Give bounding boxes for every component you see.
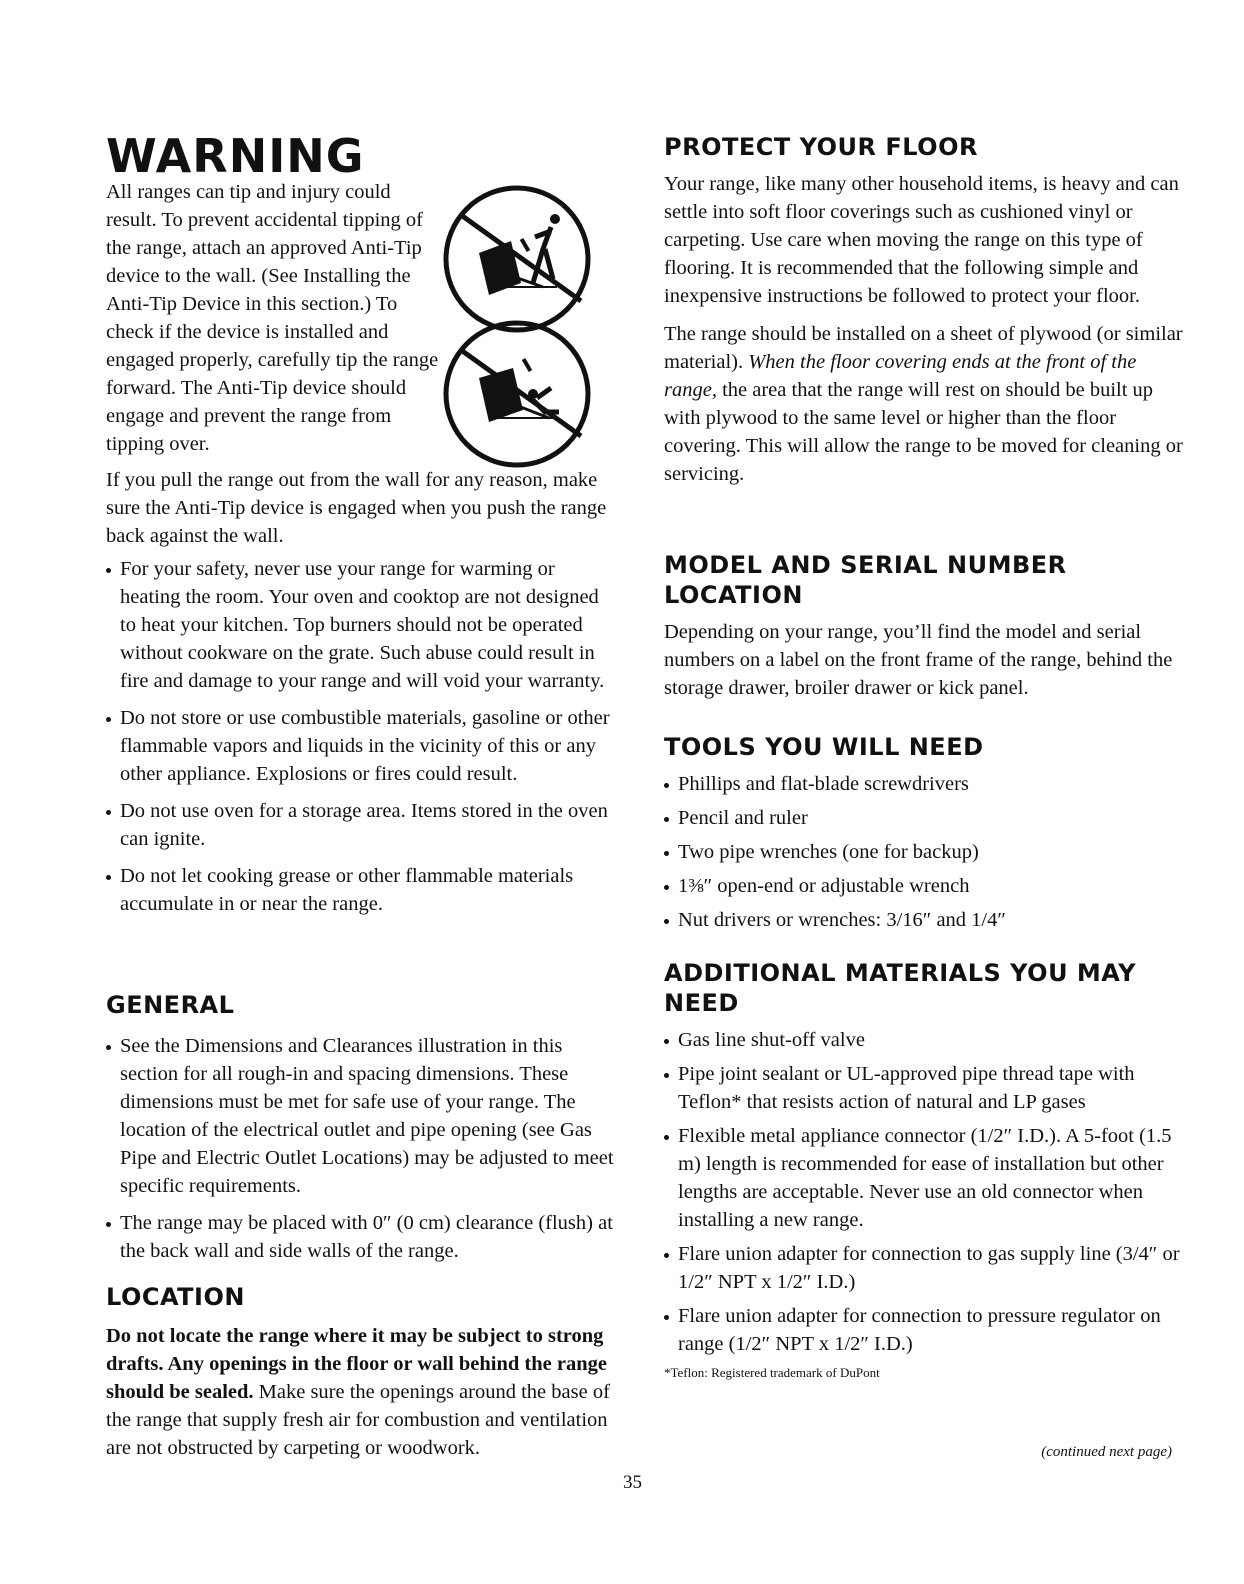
tools-list (664, 770, 1184, 934)
protect-floor-section (664, 132, 1184, 488)
materials-list (664, 1026, 1184, 1358)
general-heading: GENERAL (106, 991, 235, 1019)
page-number: 35 (623, 1472, 642, 1493)
protect-floor-p2-start: The range should be installed on a sheet of plywood (or similar material). (664, 323, 1183, 373)
location-heading: LOCATION (106, 1283, 245, 1311)
tools-item: 1⅜″ open-end or adjustable wrench (664, 872, 1184, 900)
materials-item: Flexible metal appliance connector (1/2″ I.D.). A 5-foot (1.5 m) length is recommended for ease of installation but other lengths are acceptable. Never use an old connector when installing a new range. (664, 1122, 1184, 1234)
no-standing-on-door-icon (441, 183, 593, 335)
model-serial-text: Depending on your range, you’ll find the model and serial numbers on a label on the front frame of the range, behind the storage drawer, broiler drawer or kick panel. (664, 621, 1173, 699)
materials-section (664, 958, 1184, 1382)
tools-item: Nut drivers or wrenches: 3/16″ and 1/4″ (664, 906, 1184, 934)
warning-continuation-text: If you pull the range out from the wall for any reason, make sure the Anti-Tip device is engaged when you push the range back against the wall. (106, 469, 607, 547)
tools-heading: TOOLS YOU WILL NEED (664, 733, 984, 761)
general-section (106, 990, 616, 1274)
materials-item: Gas line shut-off valve (664, 1026, 1184, 1054)
materials-item: Flare union adapter for connection to pressure regulator on range (1/2″ NPT x 1/2″ I.D.) (664, 1302, 1184, 1358)
general-bullet-list (106, 1032, 616, 1265)
materials-item: Pipe joint sealant or UL-approved pipe thread tape with Teflon* that resists action of natural and LP gases (664, 1060, 1184, 1116)
location-bold-text: Do not locate the range where it may be subject to strong drafts. Any openings in the floor or wall behind the range should be sealed. (106, 1325, 607, 1403)
location-regular-text: Make sure the openings around the base of the range that supply fresh air for combustion and ventilation are not obstructed by carpeting or woodwork. (106, 1381, 610, 1459)
warning-bullet: Do not store or use combustible materials, gasoline or other flammable vapors and liquids in the vicinity of this or any other appliance. Explosions or fires could result. (106, 704, 616, 788)
no-sitting-on-door-icon (441, 318, 593, 470)
protect-floor-p2-italic: When the floor covering ends at the front of the range, (664, 351, 1137, 401)
warning-bullet: For your safety, never use your range for warming or heating the room. Your oven and cooktop are not designed to heat your kitchen. Top burners should not be operated without cookware on the grate. Such abuse could result in fire and damage to your range and will void your warranty. (106, 555, 616, 695)
warning-heading: WARNING (106, 129, 365, 183)
warning-bullet: Do not let cooking grease or other flammable materials accumulate in or near the range. (106, 862, 616, 918)
tools-item: Phillips and flat-blade screwdrivers (664, 770, 1184, 798)
location-section (106, 1282, 626, 1462)
continued-next-page-label: (continued next page) (1041, 1444, 1172, 1460)
tools-section (664, 732, 1184, 940)
model-serial-section (664, 550, 1184, 702)
tools-item: Two pipe wrenches (one for backup) (664, 838, 1184, 866)
protect-floor-p2-end: the area that the range will rest on should be built up with plywood to the same level or higher than the floor covering. This will allow the range to be moved for cleaning or servicing. (664, 379, 1183, 485)
model-serial-heading: MODEL AND SERIAL NUMBER LOCATION (664, 551, 1067, 609)
protect-floor-heading: PROTECT YOUR FLOOR (664, 133, 978, 161)
general-bullet: See the Dimensions and Clearances illustration in this section for all rough-in and spacing dimensions. These dimensions must be met for safe use of your range. The location of the electrical outlet and pipe opening (see Gas Pipe and Electric Outlet Locations) may be adjusted to meet specific requirements. (106, 1032, 616, 1200)
warning-intro-text: All ranges can tip and injury could result. To prevent accidental tipping of the range, attach an approved Anti-Tip device to the wall. (See Installing the Anti-Tip Device in this section.) To check if the device is installed and engaged properly, carefully tip the range forward. The Anti-Tip device should engage and prevent the range from tipping over. (106, 181, 439, 455)
materials-item: Flare union adapter for connection to gas supply line (3/4″ or 1/2″ NPT x 1/2″ I.D.) (664, 1240, 1184, 1296)
protect-floor-paragraph-2 (664, 320, 1184, 488)
warning-bullet: Do not use oven for a storage area. Items stored in the oven can ignite. (106, 797, 616, 853)
materials-heading: ADDITIONAL MATERIALS YOU MAY NEED (664, 959, 1136, 1017)
tools-item: Pencil and ruler (664, 804, 1184, 832)
warning-bullet-list (106, 555, 616, 927)
protect-floor-paragraph-1: Your range, like many other household items, is heavy and can settle into soft floor coverings such as cushioned vinyl or carpeting. Use care when moving the range on this type of flooring. It is recommended that the following simple and inexpensive instructions be followed to protect your floor. (664, 173, 1179, 307)
location-text (106, 1322, 626, 1462)
teflon-footnote: *Teflon: Registered trademark of DuPont (664, 1365, 880, 1380)
general-bullet: The range may be placed with 0″ (0 cm) clearance (flush) at the back wall and side walls of the range. (106, 1209, 616, 1265)
